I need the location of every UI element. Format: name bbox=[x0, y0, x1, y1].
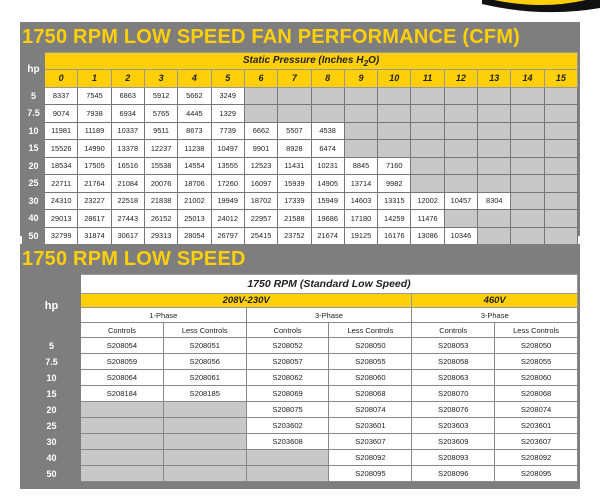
hp-cell: 25 bbox=[23, 175, 45, 193]
table-row bbox=[23, 466, 578, 482]
pressure-column-header: 12 bbox=[444, 70, 477, 88]
voltage-row bbox=[23, 294, 578, 308]
empty-cell bbox=[344, 105, 377, 123]
cfm-cell: 9074 bbox=[45, 105, 78, 123]
empty-cell bbox=[81, 402, 164, 418]
cfm-cell: 17339 bbox=[278, 192, 311, 210]
cfm-cell: 18706 bbox=[178, 175, 211, 193]
empty-cell bbox=[478, 157, 511, 175]
table-row bbox=[23, 227, 578, 245]
part-number-cell: S208070 bbox=[412, 386, 495, 402]
fan-performance-title: 1750 RPM LOW SPEED FAN PERFORMANCE (CFM) bbox=[22, 26, 521, 48]
cfm-cell: 32799 bbox=[45, 227, 78, 245]
empty-cell bbox=[278, 105, 311, 123]
cfm-cell: 26797 bbox=[211, 227, 244, 245]
empty-cell bbox=[411, 105, 444, 123]
part-number-cell: S203603 bbox=[412, 418, 495, 434]
part-number-cell: S208068 bbox=[329, 386, 412, 402]
logo-fragment-icon bbox=[482, 0, 600, 14]
part-number-cell: S208184 bbox=[81, 386, 164, 402]
cfm-cell: 7160 bbox=[378, 157, 411, 175]
cfm-cell: 14990 bbox=[78, 140, 111, 158]
cfm-cell: 9901 bbox=[244, 140, 277, 158]
empty-cell bbox=[444, 122, 477, 140]
cfm-cell: 1329 bbox=[211, 105, 244, 123]
part-number-cell: S208076 bbox=[412, 402, 495, 418]
empty-cell bbox=[511, 210, 544, 228]
cfm-cell: 6863 bbox=[111, 87, 144, 105]
part-number-cell: S208069 bbox=[246, 386, 329, 402]
hp-header: hp bbox=[23, 53, 45, 88]
empty-cell bbox=[163, 402, 246, 418]
cfm-cell: 20076 bbox=[144, 175, 177, 193]
part-number-cell: S208060 bbox=[329, 370, 412, 386]
cfm-cell: 21764 bbox=[78, 175, 111, 193]
hp-cell: 15 bbox=[23, 386, 81, 402]
cfm-cell: 13378 bbox=[111, 140, 144, 158]
cfm-cell: 24012 bbox=[211, 210, 244, 228]
part-number-cell: S208064 bbox=[81, 370, 164, 386]
table-row bbox=[23, 434, 578, 450]
pressure-column-header: 11 bbox=[411, 70, 444, 88]
cfm-cell: 29013 bbox=[45, 210, 78, 228]
part-number-cell: S203602 bbox=[246, 418, 329, 434]
part-number-cell: S208053 bbox=[412, 338, 495, 354]
cfm-cell: 29313 bbox=[144, 227, 177, 245]
part-number-table bbox=[22, 274, 578, 482]
controls-column-header: Controls bbox=[81, 323, 164, 338]
cfm-cell: 23227 bbox=[78, 192, 111, 210]
empty-cell bbox=[444, 87, 477, 105]
empty-cell bbox=[544, 210, 577, 228]
cfm-cell: 28617 bbox=[78, 210, 111, 228]
empty-cell bbox=[444, 140, 477, 158]
part-number-cell: S203607 bbox=[495, 434, 578, 450]
cfm-cell: 4445 bbox=[178, 105, 211, 123]
cfm-cell: 19949 bbox=[211, 192, 244, 210]
hp-cell: 25 bbox=[23, 418, 81, 434]
cfm-cell: 18702 bbox=[244, 192, 277, 210]
cfm-cell: 15939 bbox=[278, 175, 311, 193]
table-row bbox=[23, 210, 578, 228]
part-number-cell: S208056 bbox=[163, 354, 246, 370]
cfm-cell: 21588 bbox=[278, 210, 311, 228]
empty-cell bbox=[81, 466, 164, 482]
table-row bbox=[23, 418, 578, 434]
hp-cell: 20 bbox=[23, 157, 45, 175]
cfm-cell: 10337 bbox=[111, 122, 144, 140]
empty-cell bbox=[411, 122, 444, 140]
empty-cell bbox=[478, 87, 511, 105]
part-number-cell: S208055 bbox=[495, 354, 578, 370]
controls-column-header: Controls bbox=[412, 323, 495, 338]
cfm-cell: 10231 bbox=[311, 157, 344, 175]
rpm-header-row bbox=[23, 275, 578, 294]
hp-cell: 5 bbox=[23, 338, 81, 354]
cfm-cell: 31874 bbox=[78, 227, 111, 245]
empty-cell bbox=[244, 87, 277, 105]
empty-cell bbox=[478, 140, 511, 158]
cfm-cell: 11431 bbox=[278, 157, 311, 175]
part-number-cell: S203608 bbox=[246, 434, 329, 450]
cfm-cell: 11238 bbox=[178, 140, 211, 158]
pressure-column-header: 15 bbox=[544, 70, 577, 88]
cfm-cell: 22957 bbox=[244, 210, 277, 228]
part-number-cell: S208068 bbox=[495, 386, 578, 402]
pressure-column-header: 10 bbox=[378, 70, 411, 88]
rpm-header: 1750 RPM (Standard Low Speed) bbox=[81, 275, 578, 294]
cfm-cell: 5662 bbox=[178, 87, 211, 105]
cfm-cell: 27443 bbox=[111, 210, 144, 228]
phase-3-header: 3-Phase bbox=[246, 308, 412, 323]
empty-cell bbox=[163, 466, 246, 482]
empty-cell bbox=[544, 105, 577, 123]
part-number-cell: S208050 bbox=[495, 338, 578, 354]
cfm-cell: 11981 bbox=[45, 122, 78, 140]
low-speed-title: 1750 RPM LOW SPEED bbox=[22, 248, 246, 270]
hp-cell: 30 bbox=[23, 192, 45, 210]
empty-cell bbox=[244, 105, 277, 123]
empty-cell bbox=[544, 140, 577, 158]
part-number-cell: S208096 bbox=[412, 466, 495, 482]
empty-cell bbox=[411, 175, 444, 193]
empty-cell bbox=[544, 227, 577, 245]
empty-cell bbox=[478, 227, 511, 245]
pressure-column-header: 9 bbox=[344, 70, 377, 88]
hp-cell: 50 bbox=[23, 466, 81, 482]
static-pressure-header: Static Pressure (Inches $H_2O$) bbox=[45, 53, 578, 70]
empty-cell bbox=[81, 434, 164, 450]
empty-cell bbox=[544, 87, 577, 105]
cfm-cell: 14905 bbox=[311, 175, 344, 193]
table-row bbox=[23, 140, 578, 158]
cfm-cell: 22518 bbox=[111, 192, 144, 210]
hp-cell: 10 bbox=[23, 122, 45, 140]
empty-cell bbox=[344, 140, 377, 158]
phase-row bbox=[23, 308, 578, 323]
empty-cell bbox=[344, 122, 377, 140]
cfm-cell: 11189 bbox=[78, 122, 111, 140]
part-number-cell: S208050 bbox=[329, 338, 412, 354]
hp-cell: 40 bbox=[23, 450, 81, 466]
controls-header-row bbox=[23, 323, 578, 338]
table-row bbox=[23, 105, 578, 123]
table-row bbox=[23, 87, 578, 105]
part-number-cell: S208052 bbox=[246, 338, 329, 354]
cfm-cell: 13086 bbox=[411, 227, 444, 245]
cfm-cell: 3249 bbox=[211, 87, 244, 105]
empty-cell bbox=[444, 175, 477, 193]
part-number-cell: S208093 bbox=[412, 450, 495, 466]
cfm-cell: 19686 bbox=[311, 210, 344, 228]
empty-cell bbox=[278, 87, 311, 105]
cfm-cell: 17180 bbox=[344, 210, 377, 228]
hp-cell: 7.5 bbox=[23, 105, 45, 123]
cfm-cell: 4538 bbox=[311, 122, 344, 140]
part-number-cell: S208095 bbox=[329, 466, 412, 482]
cfm-cell: 21084 bbox=[111, 175, 144, 193]
empty-cell bbox=[411, 87, 444, 105]
part-number-cell: S203609 bbox=[412, 434, 495, 450]
controls-column-header: Less Controls bbox=[163, 323, 246, 338]
fan-performance-table bbox=[22, 52, 578, 245]
pressure-column-header: 13 bbox=[478, 70, 511, 88]
cfm-cell: 19125 bbox=[344, 227, 377, 245]
empty-cell bbox=[163, 418, 246, 434]
hp-header: hp bbox=[23, 275, 81, 338]
cfm-cell: 15949 bbox=[311, 192, 344, 210]
empty-cell bbox=[478, 122, 511, 140]
cfm-cell: 13315 bbox=[378, 192, 411, 210]
empty-cell bbox=[81, 450, 164, 466]
cfm-cell: 12523 bbox=[244, 157, 277, 175]
empty-cell bbox=[378, 105, 411, 123]
part-number-cell: S208075 bbox=[246, 402, 329, 418]
empty-cell bbox=[511, 122, 544, 140]
cfm-cell: 14554 bbox=[178, 157, 211, 175]
part-number-cell: S208074 bbox=[329, 402, 412, 418]
empty-cell bbox=[246, 450, 329, 466]
cfm-cell: 9982 bbox=[378, 175, 411, 193]
pressure-header-row bbox=[23, 53, 578, 70]
hp-cell: 20 bbox=[23, 402, 81, 418]
part-number-cell: S208059 bbox=[81, 354, 164, 370]
part-number-cell: S208061 bbox=[163, 370, 246, 386]
cfm-cell: 30617 bbox=[111, 227, 144, 245]
table-row bbox=[23, 354, 578, 370]
part-number-cell: S203607 bbox=[329, 434, 412, 450]
cfm-cell: 21838 bbox=[144, 192, 177, 210]
part-number-cell: S203601 bbox=[495, 418, 578, 434]
cfm-cell: 16516 bbox=[111, 157, 144, 175]
empty-cell bbox=[378, 122, 411, 140]
cfm-cell: 5912 bbox=[144, 87, 177, 105]
pressure-column-header: 3 bbox=[144, 70, 177, 88]
pressure-column-header: 5 bbox=[211, 70, 244, 88]
cfm-cell: 21002 bbox=[178, 192, 211, 210]
part-number-cell: S208057 bbox=[246, 354, 329, 370]
hp-cell: 7.5 bbox=[23, 354, 81, 370]
cfm-cell: 6662 bbox=[244, 122, 277, 140]
pressure-column-header: 4 bbox=[178, 70, 211, 88]
cfm-cell: 10497 bbox=[211, 140, 244, 158]
pressure-column-header: 1 bbox=[78, 70, 111, 88]
cfm-cell: 16097 bbox=[244, 175, 277, 193]
part-number-cell: S208062 bbox=[246, 370, 329, 386]
cfm-cell: 18534 bbox=[45, 157, 78, 175]
cfm-cell: 7739 bbox=[211, 122, 244, 140]
cfm-cell: 15526 bbox=[45, 140, 78, 158]
empty-cell bbox=[444, 210, 477, 228]
empty-cell bbox=[478, 210, 511, 228]
table-row bbox=[23, 450, 578, 466]
part-number-cell: S208092 bbox=[329, 450, 412, 466]
empty-cell bbox=[378, 87, 411, 105]
part-number-cell: S208060 bbox=[495, 370, 578, 386]
cfm-cell: 6934 bbox=[111, 105, 144, 123]
empty-cell bbox=[544, 157, 577, 175]
empty-cell bbox=[444, 157, 477, 175]
empty-cell bbox=[344, 87, 377, 105]
cfm-cell: 8928 bbox=[278, 140, 311, 158]
cfm-cell: 21674 bbox=[311, 227, 344, 245]
hp-cell: 40 bbox=[23, 210, 45, 228]
part-number-cell: S208063 bbox=[412, 370, 495, 386]
empty-cell bbox=[478, 105, 511, 123]
part-number-cell: S208185 bbox=[163, 386, 246, 402]
cfm-cell: 26152 bbox=[144, 210, 177, 228]
pressure-columns-row bbox=[23, 70, 578, 88]
hp-cell: 5 bbox=[23, 87, 45, 105]
empty-cell bbox=[478, 175, 511, 193]
hp-cell: 30 bbox=[23, 434, 81, 450]
controls-column-header: Controls bbox=[246, 323, 329, 338]
empty-cell bbox=[511, 227, 544, 245]
cfm-cell: 6474 bbox=[311, 140, 344, 158]
cfm-cell: 17260 bbox=[211, 175, 244, 193]
pressure-column-header: 0 bbox=[45, 70, 78, 88]
empty-cell bbox=[411, 140, 444, 158]
hp-cell: 15 bbox=[23, 140, 45, 158]
pressure-column-header: 6 bbox=[244, 70, 277, 88]
table-row bbox=[23, 386, 578, 402]
cfm-cell: 10457 bbox=[444, 192, 477, 210]
phase-1-header: 1-Phase bbox=[81, 308, 247, 323]
cfm-cell: 8337 bbox=[45, 87, 78, 105]
table-row bbox=[23, 192, 578, 210]
empty-cell bbox=[163, 450, 246, 466]
cfm-cell: 10346 bbox=[444, 227, 477, 245]
empty-cell bbox=[511, 192, 544, 210]
empty-cell bbox=[511, 105, 544, 123]
empty-cell bbox=[163, 434, 246, 450]
cfm-cell: 14259 bbox=[378, 210, 411, 228]
part-number-cell: S203601 bbox=[329, 418, 412, 434]
cfm-cell: 7545 bbox=[78, 87, 111, 105]
cfm-cell: 25013 bbox=[178, 210, 211, 228]
cfm-cell: 7938 bbox=[78, 105, 111, 123]
part-number-cell: S208055 bbox=[329, 354, 412, 370]
pressure-column-header: 14 bbox=[511, 70, 544, 88]
cfm-cell: 17505 bbox=[78, 157, 111, 175]
cfm-cell: 8304 bbox=[478, 192, 511, 210]
cfm-cell: 13714 bbox=[344, 175, 377, 193]
part-number-cell: S208054 bbox=[81, 338, 164, 354]
empty-cell bbox=[378, 140, 411, 158]
cfm-cell: 16176 bbox=[378, 227, 411, 245]
cfm-cell: 5765 bbox=[144, 105, 177, 123]
empty-cell bbox=[511, 157, 544, 175]
cfm-cell: 8673 bbox=[178, 122, 211, 140]
empty-cell bbox=[544, 192, 577, 210]
table-row bbox=[23, 402, 578, 418]
empty-cell bbox=[444, 105, 477, 123]
hp-cell: 10 bbox=[23, 370, 81, 386]
cfm-cell: 23752 bbox=[278, 227, 311, 245]
empty-cell bbox=[246, 466, 329, 482]
table-row bbox=[23, 370, 578, 386]
part-number-cell: S208074 bbox=[495, 402, 578, 418]
empty-cell bbox=[511, 87, 544, 105]
cfm-cell: 28054 bbox=[178, 227, 211, 245]
controls-column-header: Less Controls bbox=[495, 323, 578, 338]
empty-cell bbox=[511, 175, 544, 193]
part-number-cell: S208095 bbox=[495, 466, 578, 482]
controls-column-header: Less Controls bbox=[329, 323, 412, 338]
empty-cell bbox=[311, 87, 344, 105]
table-row bbox=[23, 157, 578, 175]
table-row bbox=[23, 175, 578, 193]
empty-cell bbox=[411, 157, 444, 175]
cfm-cell: 13555 bbox=[211, 157, 244, 175]
pressure-column-header: 8 bbox=[311, 70, 344, 88]
phase-3-460-header: 3-Phase bbox=[412, 308, 578, 323]
part-number-cell: S208051 bbox=[163, 338, 246, 354]
cfm-cell: 15538 bbox=[144, 157, 177, 175]
part-number-cell: S208092 bbox=[495, 450, 578, 466]
cfm-cell: 12002 bbox=[411, 192, 444, 210]
empty-cell bbox=[544, 122, 577, 140]
cfm-cell: 5507 bbox=[278, 122, 311, 140]
part-number-cell: S208058 bbox=[412, 354, 495, 370]
cfm-cell: 11476 bbox=[411, 210, 444, 228]
table-row bbox=[23, 338, 578, 354]
empty-cell bbox=[81, 418, 164, 434]
voltage-208-230: 208V-230V bbox=[81, 294, 412, 308]
pressure-column-header: 7 bbox=[278, 70, 311, 88]
cfm-cell: 9511 bbox=[144, 122, 177, 140]
cfm-cell: 14603 bbox=[344, 192, 377, 210]
pressure-column-header: 2 bbox=[111, 70, 144, 88]
cfm-cell: 24310 bbox=[45, 192, 78, 210]
cfm-cell: 8845 bbox=[344, 157, 377, 175]
cfm-cell: 25415 bbox=[244, 227, 277, 245]
cfm-cell: 22711 bbox=[45, 175, 78, 193]
table-row bbox=[23, 122, 578, 140]
empty-cell bbox=[544, 175, 577, 193]
cfm-cell: 12237 bbox=[144, 140, 177, 158]
hp-cell: 50 bbox=[23, 227, 45, 245]
voltage-460: 460V bbox=[412, 294, 578, 308]
empty-cell bbox=[511, 140, 544, 158]
empty-cell bbox=[311, 105, 344, 123]
